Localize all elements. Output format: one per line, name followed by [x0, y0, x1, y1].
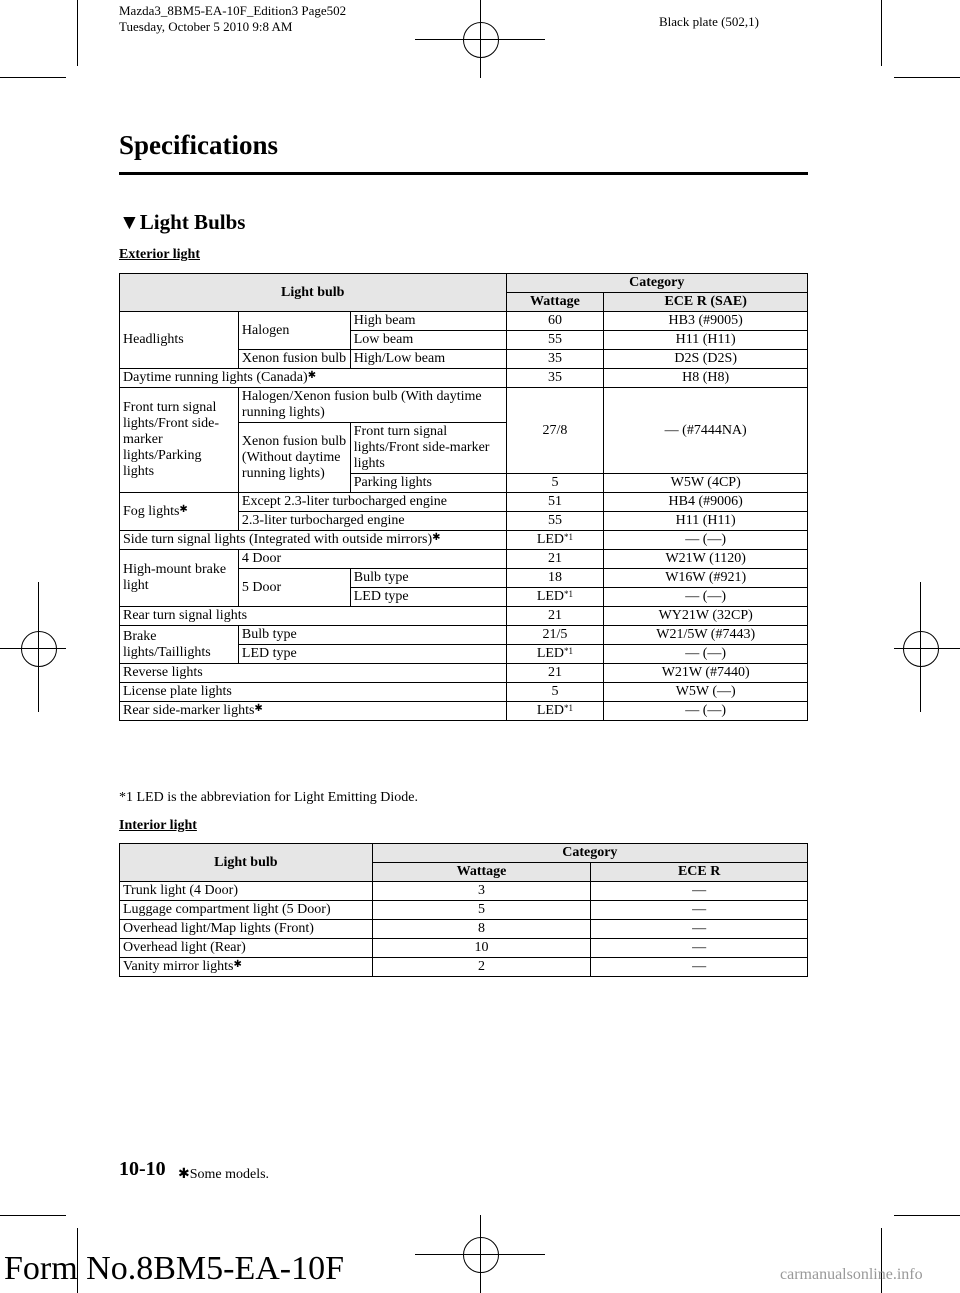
cell-wattage: 18 — [506, 569, 604, 588]
print-header — [119, 3, 346, 35]
cell-name: Luggage compartment light (5 Door) — [120, 901, 373, 920]
cell-ece: H8 (H8) — [604, 369, 808, 388]
cell-halogen: Halogen — [238, 312, 350, 350]
some-models-star-icon: ✱ — [254, 703, 263, 714]
interior-subhead: Interior light — [119, 818, 197, 833]
cell-wattage: LED$^{*1}$ — [506, 645, 604, 664]
title-rule — [119, 172, 808, 175]
row-reverse: Reverse lights — [120, 664, 507, 683]
cell-ece: H11 (H11) — [604, 512, 808, 531]
header-light-bulb: Light bulb — [120, 844, 373, 882]
cell-bulb-type: Bulb type — [350, 569, 506, 588]
section-marker-icon: ▼ — [119, 210, 140, 234]
cell-ece: ― (―) — [604, 702, 808, 721]
page-title: Specifications — [119, 130, 278, 160]
table-row — [120, 939, 808, 958]
cell-ece: H11 (H11) — [604, 331, 808, 350]
row-brake-lights: Brake lights/Taillights — [120, 626, 239, 664]
cell-wattage: 21 — [506, 550, 604, 569]
row-daytime-running: Daytime running lights (Canada)✱ — [120, 369, 507, 388]
row-fog-lights: Fog lights✱ — [120, 493, 239, 531]
row-front-turn: Front turn signal lights/Front side-marker lights/Parking lights — [120, 388, 239, 493]
cell-low-beam: Low beam — [350, 331, 506, 350]
header-category: Category — [506, 274, 808, 293]
exterior-subhead: Exterior light — [119, 247, 201, 262]
cell-bulb-type: Bulb type — [238, 626, 506, 645]
cell-ece: W21W (1120) — [604, 550, 808, 569]
cell-front-turn-sub: Front turn signal lights/Front side-marker lights — [350, 423, 506, 474]
cell-wattage: LED$^{*1}$ — [506, 588, 604, 607]
cell-wattage: 2 — [372, 958, 591, 977]
interior-light-table — [119, 843, 808, 977]
exterior-light-table — [119, 273, 808, 721]
cell-ece: ― — [591, 958, 808, 977]
table-row — [120, 901, 808, 920]
cell-wattage: 10 — [372, 939, 591, 958]
cell-wattage: 55 — [506, 512, 604, 531]
cell-ece: ― (―) — [604, 645, 808, 664]
cell-name: Trunk light (4 Door) — [120, 882, 373, 901]
header-ece: ECE R (SAE) — [604, 293, 808, 312]
row-rear-turn: Rear turn signal lights — [120, 607, 507, 626]
footnote: *1 LED is the abbreviation for Light Emitting Diode. — [119, 790, 418, 805]
footnote-ref: *1 — [564, 532, 574, 542]
cell-wattage: LED$^{*1}$ — [506, 531, 604, 550]
cell-ece: HB4 (#9006) — [604, 493, 808, 512]
cell-4-door: 4 Door — [238, 550, 506, 569]
some-models-star-icon: ✱ — [179, 503, 188, 515]
some-models-note: ✱Some models. — [178, 1167, 270, 1182]
row-high-mount: High-mount brake light — [120, 550, 239, 607]
cell-parking: Parking lights — [350, 474, 506, 493]
cell-led-type: LED type — [238, 645, 506, 664]
cell-name: Overhead light (Rear) — [120, 939, 373, 958]
cell-ece: W5W (―) — [604, 683, 808, 702]
cell-ece: ― (#7444NA) — [604, 388, 808, 474]
cell-ece: ― (―) — [604, 588, 808, 607]
cell-wattage: 21 — [506, 664, 604, 683]
table-row — [120, 958, 808, 977]
cell-wattage: 51 — [506, 493, 604, 512]
some-models-star-icon: ✱ — [307, 370, 317, 381]
header-wattage: Wattage — [506, 293, 604, 312]
footnote-ref: *1 — [564, 703, 574, 713]
row-side-turn: Side turn signal lights (Integrated with outside mirrors)✱ — [120, 531, 507, 550]
footnote-ref: *1 — [564, 589, 574, 599]
cell-xenon-without-drl: Xenon fusion bulb (Without daytime running lights) — [238, 423, 350, 493]
cell-ece: ― — [591, 939, 808, 958]
cell-wattage: 35 — [506, 369, 604, 388]
cell-wattage: 55 — [506, 331, 604, 350]
cell-fog-turbo: 2.3-liter turbocharged engine — [238, 512, 506, 531]
cell-5-door: 5 Door — [238, 569, 350, 607]
footnote-ref: *1 — [564, 646, 574, 656]
cell-name: Vanity mirror lights✱ — [120, 958, 373, 977]
cell-ece: ― (―) — [604, 531, 808, 550]
cell-ece: D2S (D2S) — [604, 350, 808, 369]
cell-ece: W21W (#7440) — [604, 664, 808, 683]
cell-halogen-xenon: Halogen/Xenon fusion bulb (With daytime running lights) — [238, 388, 506, 423]
cell-high-low-beam: High/Low beam — [350, 350, 506, 369]
watermark: carmanualsonline.info — [780, 1266, 923, 1283]
row-headlights: Headlights — [120, 312, 239, 369]
table-row — [120, 920, 808, 939]
row-license-plate: License plate lights — [120, 683, 507, 702]
some-models-star-icon: ✱ — [233, 959, 242, 970]
page-number: 10-10 — [119, 1158, 166, 1180]
cell-wattage: 27/8 — [506, 388, 604, 474]
cell-wattage: 5 — [506, 474, 604, 493]
cell-led-type: LED type — [350, 588, 506, 607]
cell-wattage: 5 — [372, 901, 591, 920]
cell-name: Overhead light/Map lights (Front) — [120, 920, 373, 939]
cell-wattage: 35 — [506, 350, 604, 369]
cell-wattage: 21/5 — [506, 626, 604, 645]
cell-fog-except: Except 2.3-liter turbocharged engine — [238, 493, 506, 512]
cell-wattage: LED$^{*1}$ — [506, 702, 604, 721]
cell-ece: W5W (4CP) — [604, 474, 808, 493]
cell-ece: W16W (#921) — [604, 569, 808, 588]
cell-ece: ― — [591, 882, 808, 901]
cell-wattage: 8 — [372, 920, 591, 939]
cell-wattage: 3 — [372, 882, 591, 901]
cell-xenon: Xenon fusion bulb — [238, 350, 350, 369]
cell-ece: ― — [591, 901, 808, 920]
section-title-text: Light Bulbs — [139, 210, 246, 234]
header-line-2: Tuesday, October 5 2010 9:8 AM — [119, 19, 293, 34]
cell-ece: ― — [591, 920, 808, 939]
cell-wattage: 5 — [506, 683, 604, 702]
some-models-star-icon: ✱ — [432, 532, 441, 543]
cell-ece: W21/5W (#7443) — [604, 626, 808, 645]
header-line-1: Mazda3_8BM5-EA-10F_Edition3 Page502 — [119, 3, 347, 18]
cell-wattage: 60 — [506, 312, 604, 331]
row-rear-side-marker: Rear side-marker lights✱ — [120, 702, 507, 721]
form-number: Form No.8BM5-EA-10F — [4, 1250, 345, 1287]
section-title — [119, 210, 245, 235]
cell-high-beam: High beam — [350, 312, 506, 331]
header-category: Category — [372, 844, 807, 863]
header-wattage: Wattage — [372, 863, 591, 882]
table-row — [120, 882, 808, 901]
cell-wattage: 21 — [506, 607, 604, 626]
header-ece: ECE R — [591, 863, 808, 882]
cell-ece: WY21W (32CP) — [604, 607, 808, 626]
cell-ece: HB3 (#9005) — [604, 312, 808, 331]
header-light-bulb: Light bulb — [120, 274, 507, 312]
plate-label: Black plate (502,1) — [659, 14, 759, 29]
